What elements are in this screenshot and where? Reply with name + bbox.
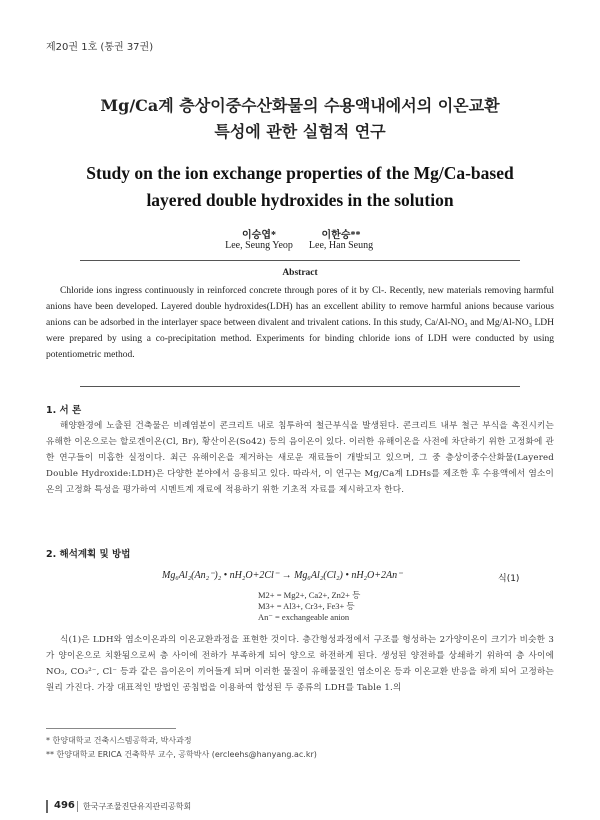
section2-heading: 2. 해석계획 및 방법 xyxy=(46,549,131,560)
page-number: 496 xyxy=(54,800,75,811)
footer-organization: 한국구조물진단유지관리공학회 xyxy=(83,802,192,811)
authors-english xyxy=(0,240,600,251)
title-english-line1: Study on the ion exchange properties of the Mg/Ca-based xyxy=(86,163,514,183)
equation-1: Mg₆Al₂(An₂⁻)₂ • nH₂O+2Cl⁻ → Mg₆Al₂(Cl₂) • nH₂O+2An⁻ xyxy=(162,570,403,581)
equation-legend xyxy=(258,590,360,623)
section1-heading: 1. 서 론 xyxy=(46,405,82,416)
author2-korean: 이한승** xyxy=(321,230,361,241)
abstract-text: Chloride ions ingress continuously in reinforced concrete through pores of it by Cl-. Recently, new materials removing harmful anions have been developed. Layered double hydroxides(LDH) has an excellent ability to remove harmful anions because various anions can be adsorbed in the interlayer space between divalent and trivalent cations. In this study, Ca/Al-NO₃ and Mg/Al-NO₃ LDH were prepared by using a co-precipitation method. Experiments for binding chloride ions of LDH were conducted by using potentiometric method. xyxy=(46,286,554,360)
legend-line: M2+ = Mg2+, Ca2+, Zn2+ 등 xyxy=(258,590,361,600)
divider-abstract xyxy=(80,386,520,387)
footnote-1: * 한양대학교 건축시스템공학과, 박사과정 xyxy=(46,736,192,745)
title-korean-line1: Mg/Ca계 층상이중수산화물의 수용액내에서의 이온교환 xyxy=(100,96,500,115)
footnote-2: ** 한양대학교 ERICA 건축학부 교수, 공학박사 (ercleehs@hanyang.ac.kr) xyxy=(46,750,317,759)
title-korean-line2: 특성에 관한 실험적 연구 xyxy=(214,122,386,141)
footnote-divider xyxy=(46,728,176,729)
journal-info: 제20권 1호 (통권 37권) xyxy=(46,42,154,53)
section1-text: 해양환경에 노출된 건축물은 비례염분이 콘크리트 내로 침투하여 철근부식을 발생된다. 콘크리트 내부 철근 부식을 촉진시키는 유해한 이온으로는 할로겐이온(Cl, Br), 황산이온(So42) 등의 음이온이 있다. 이러한 유해이온을 사전에 차단하기 위한 고정화에 관한 연구들이 미흡한 실정이다. 최근 유해이온을 제거하는 새로운 재료들이 개발되고 있으며, 그 중 층상이중수산화물(Layered Double Hydroxide:LDH)은 다양한 분야에서 응용되고 있다. 따라서, 이 연구는 Mg/Ca계 LDHs를 제조한 후 수용액에서 염소이온의 고정화 특성을 평가하여 시멘트계 재료에 적용하기 위한 기초적 자료를 제시하고자 한다. xyxy=(46,421,554,496)
authors-korean xyxy=(0,226,600,241)
title-english-line2: layered double hydroxides in the solution xyxy=(146,190,454,210)
legend-line: M3+ = Al3+, Cr3+, Fe3+ 등 xyxy=(258,601,355,611)
author2-english: Lee, Han Seung xyxy=(308,240,374,251)
footer-bar xyxy=(46,800,48,813)
equation-number: 식(1) xyxy=(498,574,520,584)
author1-korean: 이승엽* xyxy=(242,230,276,241)
legend-line: An⁻ = exchangeable anion xyxy=(258,612,350,622)
author1-english: Lee, Seung Yeop xyxy=(225,240,293,251)
footer-separator xyxy=(77,801,78,812)
abstract-heading: Abstract xyxy=(282,268,318,278)
divider-top xyxy=(80,260,520,261)
section2-text: 식(1)은 LDH와 염소이온과의 이온교환과정을 표현한 것이다. 층간형성과정에서 구조를 형성하는 2가양이온이 크기가 비슷한 3가 양이온으로 치환됨으로써 층 사이에 전하가 부족하게 되어 양으로 하전하게 된다. 생성된 양전하를 상쇄하기 위하여 층 사이에 NO₃, CO₃²⁻, Cl⁻ 등과 같은 음이온이 끼어들게 되며 이러한 물질이 유해물질인 염소이온 등과 이온교환 반응을 하게 되어 고정하는 원리 가진다. 가장 대표적인 방법인 공침법을 이용하여 합성된 두 종류의 LDH를 Table 1.의 xyxy=(46,635,554,694)
